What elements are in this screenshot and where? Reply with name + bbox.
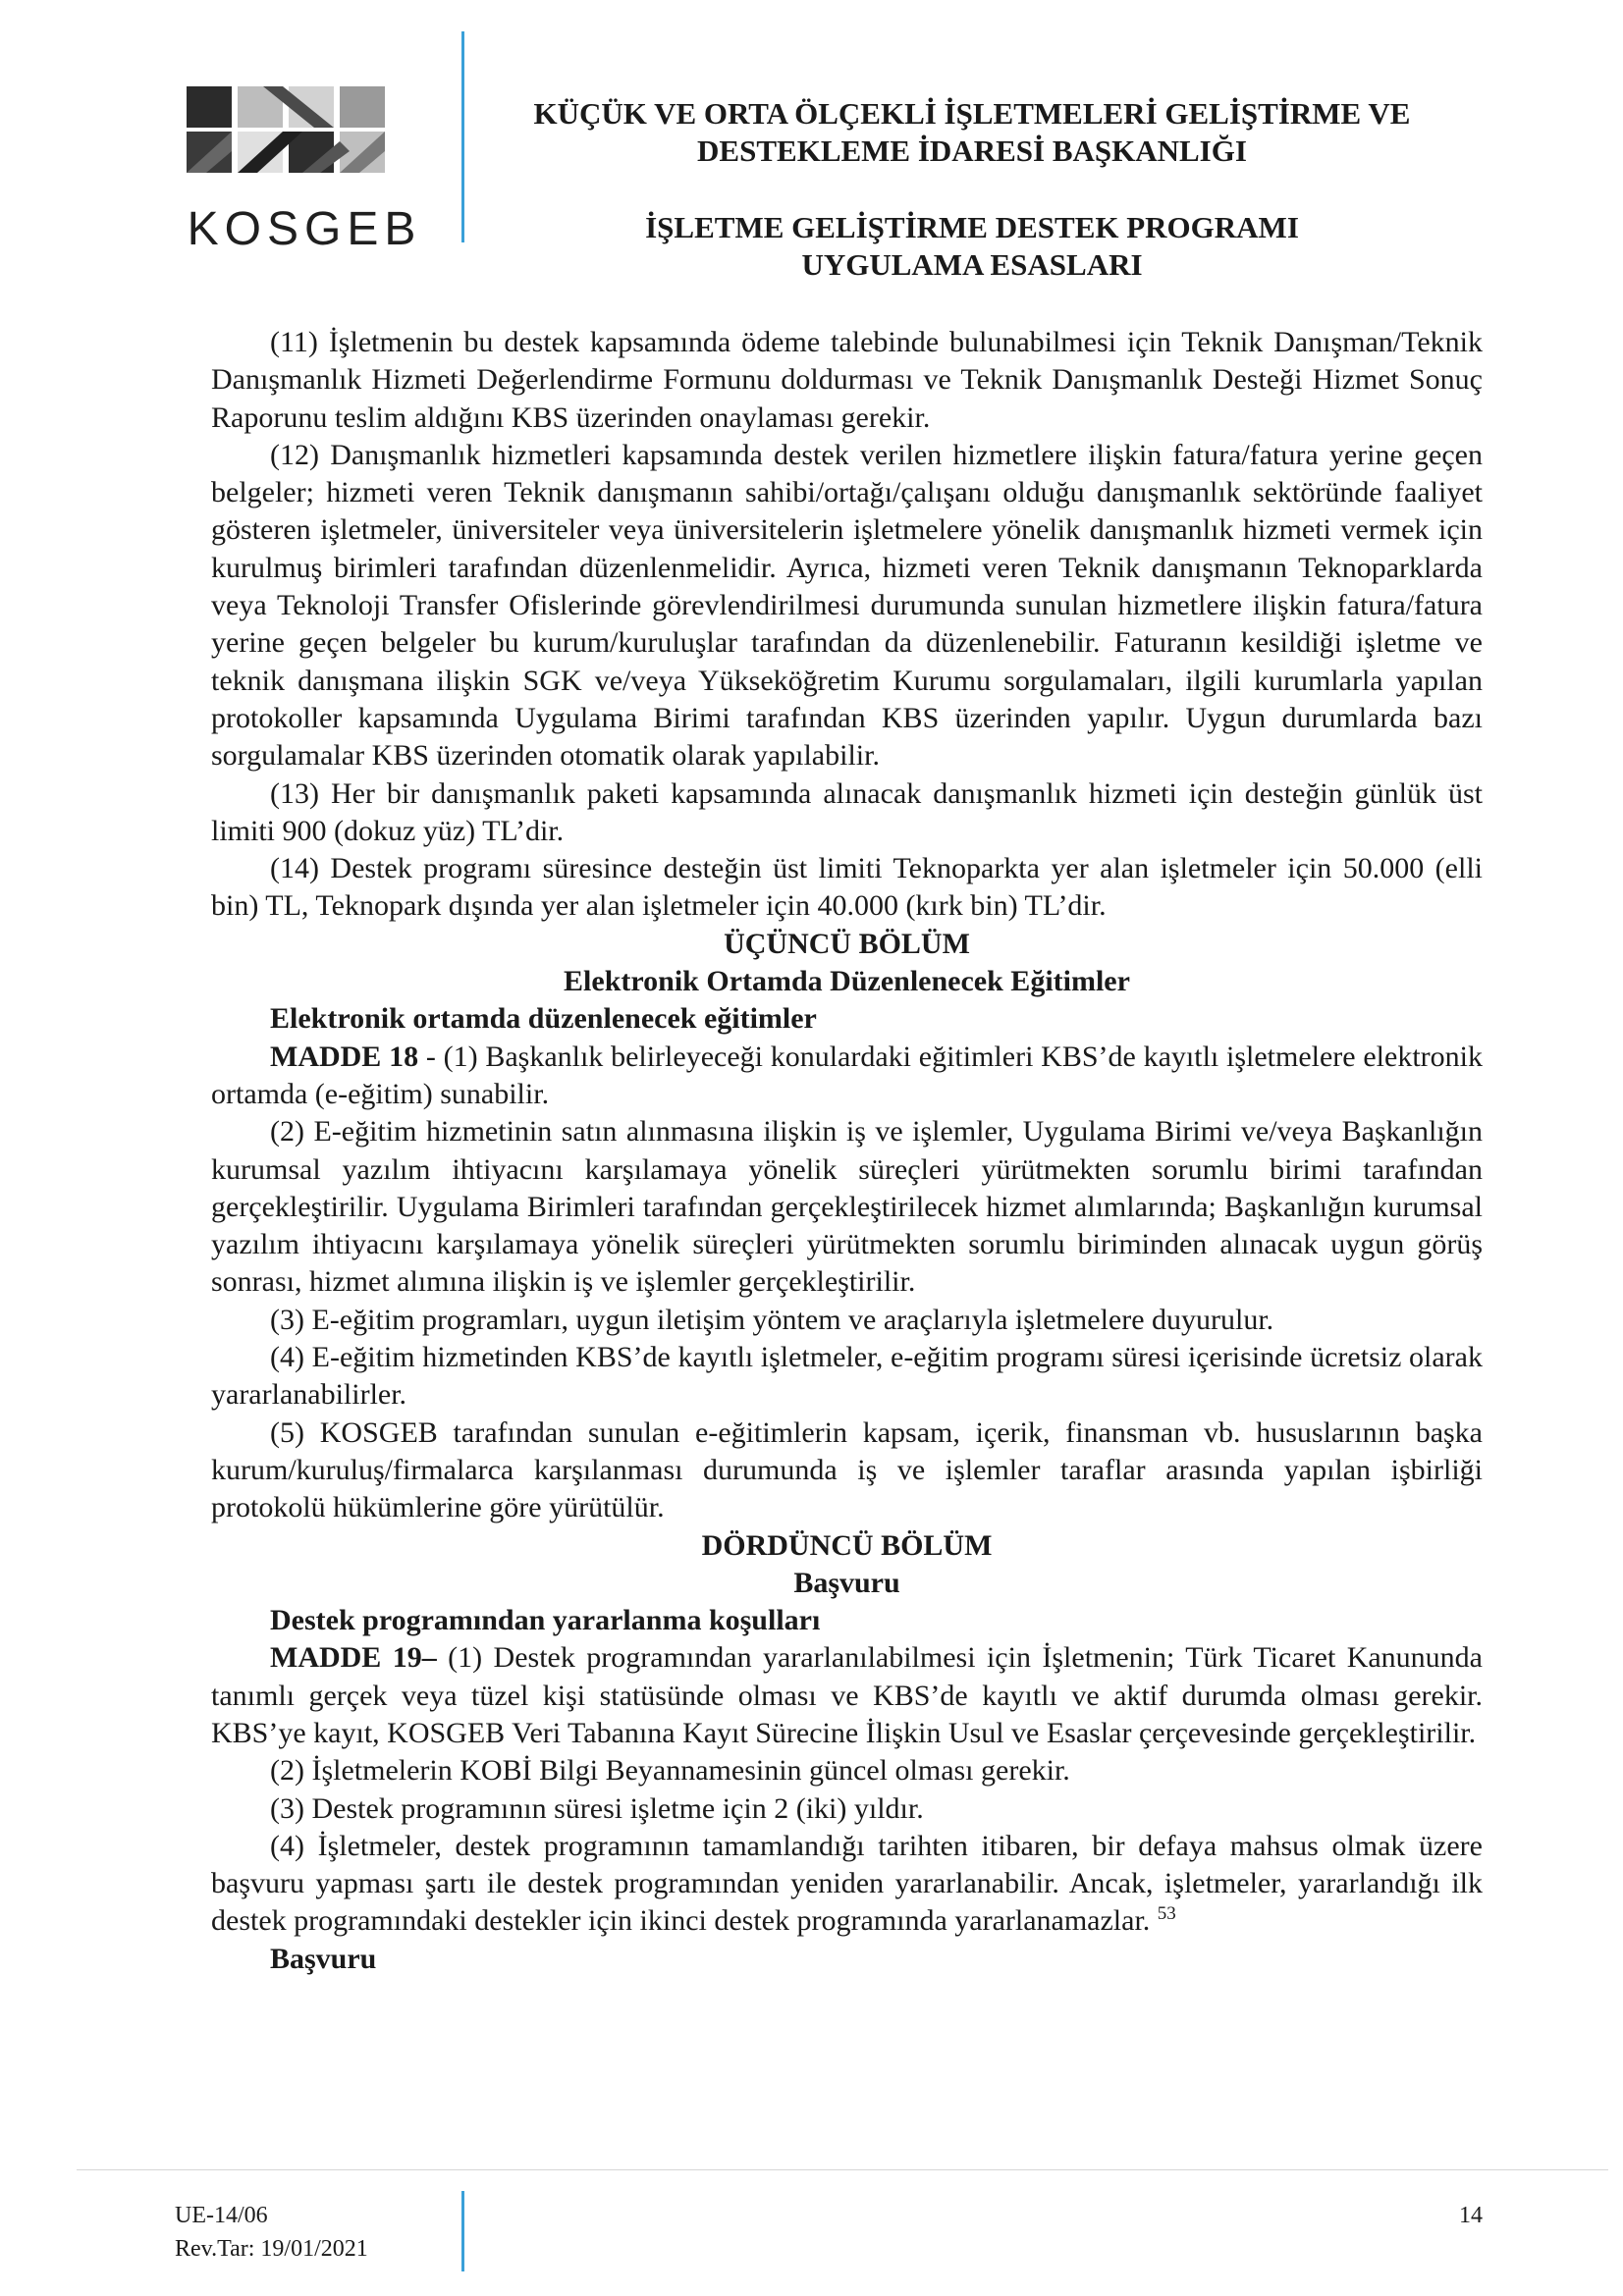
section-4-subtitle: Başvuru bbox=[793, 1566, 900, 1599]
page-header bbox=[0, 0, 1623, 294]
document-body bbox=[211, 324, 1483, 1978]
paragraph-12: (12) Danışmanlık hizmetleri kapsamında destek verilen hizmetlere ilişkin fatura/fatura yerine geçen belgeler; hizmeti veren Teknik danışmanın sahibi/ortağı/çalışanı olduğu danışmanlık sektöründe faaliyet gösteren işletmeler, üniversiteler veya üniversitelerin işletmelere yönelik danışmanlık hizmeti vermek için kurulmuş birimleri tarafından düzenlenmelidir. Ayrıca, hizmeti veren Teknik danışmanın Teknoparklarda veya Teknoloji Transfer Ofislerinde görevlendirilmesi durumunda sunulan hizmetlere ilişkin fatura/fatura yerine geçen belgeler bu kurum/kuruluşlar tarafından da düzenlenebilir. Faturanın kesildiği işletme ve teknik danışmana ilişkin SGK ve/veya Yükseköğretim Kurumu sorgulamaları, ilgili kurumlarla yapılan protokoller kapsamında Uygulama Birimi tarafından KBS üzerinden yapılır. Uygun durumlarda bazı sorgulamalar KBS üzerinden otomatik olarak yapılabilir. bbox=[211, 438, 1483, 773]
program-title-line-2: UYGULAMA ESASLARI bbox=[801, 247, 1143, 282]
article-18-paragraph-2: (2) E-eğitim hizmetinin satın alınmasına ilişkin iş ve işlemler, Uygulama Birimi ve/veya Başkanlığın kurumsal yazılım ihtiyacını karşılamaya yönelik süreçleri yürütmekten sorumlu birimi tarafından gerçekleştirilir. Uygulama Birimleri tarafından gerçekleştirilecek hizmet alımlarında; Başkanlığın kurumsal yazılım ihtiyacını karşılamaya yönelik süreçleri yürütmekten sorumlu biriminden alınacak uygun görüş sonrası, hizmet alımına ilişkin iş ve işlemler gerçekleştirilir. bbox=[211, 1115, 1483, 1299]
program-title-line-1: İŞLETME GELİŞTİRME DESTEK PROGRAMI bbox=[645, 210, 1299, 244]
article-19-heading: Destek programından yararlanma koşulları bbox=[270, 1604, 821, 1637]
organization-title-line-1: KÜÇÜK VE ORTA ÖLÇEKLİ İŞLETMELERİ GELİŞTİRME VE bbox=[533, 96, 1411, 131]
footnote-reference[interactable]: 53 bbox=[1157, 1903, 1176, 1925]
organization-title-line-2: DESTEKLEME İDARESİ BAŞKANLIĞI bbox=[697, 133, 1247, 168]
paragraph-13: (13) Her bir danışmanlık paketi kapsamında alınacak danışmanlık hizmeti için desteğin günlük üst limiti 900 (dokuz yüz) TL’dir. bbox=[211, 776, 1483, 847]
article-18-paragraph-4: (4) E-eğitim hizmetinden KBS’de kayıtlı işletmeler, e-eğitim programı süresi içerisinde ücretsiz olarak yararlanabilirler. bbox=[211, 1341, 1483, 1412]
paragraph-14: (14) Destek programı süresince desteğin üst limiti Teknoparkta yer alan işletmeler için 50.000 (elli bin) TL, Teknopark dışında yer alan işletmeler için 40.000 (kırk bin) TL’dir. bbox=[211, 852, 1483, 923]
article-19-paragraph-1 bbox=[211, 1639, 1483, 1752]
section-4-title: DÖRDÜNCÜ BÖLÜM bbox=[701, 1528, 993, 1562]
revision-date: Rev.Tar: 19/01/2021 bbox=[175, 2236, 368, 2262]
kosgeb-logo bbox=[187, 86, 422, 255]
organization-title bbox=[481, 95, 1463, 170]
section-3-title: ÜÇÜNCÜ BÖLÜM bbox=[724, 927, 970, 960]
header-divider bbox=[461, 31, 464, 242]
article-18-paragraph-1 bbox=[211, 1039, 1483, 1114]
footer-doc-info bbox=[175, 2199, 368, 2266]
article-18-label: MADDE 18 bbox=[270, 1040, 419, 1073]
kosgeb-logo-text: KOSGEB bbox=[187, 203, 422, 255]
article-19-paragraph-4 bbox=[211, 1828, 1483, 1941]
article-18-paragraph-3: (3) E-eğitim programları, uygun iletişim yöntem ve araçlarıyla işletmelere duyurulur. bbox=[270, 1303, 1274, 1336]
footer-divider bbox=[77, 2169, 1608, 2170]
paragraph-11: (11) İşletmenin bu destek kapsamında ödeme talebinde bulunabilmesi için Teknik Danışman/Teknik Danışmanlık Hizmeti Değerlendirme Formunu doldurması ve Teknik Danışmanlık Desteği Hizmet Sonuç Raporunu teslim aldığını KBS üzerinden onaylaması gerekir. bbox=[211, 326, 1483, 434]
article-19-label: MADDE 19– bbox=[270, 1641, 437, 1675]
program-title bbox=[481, 209, 1463, 284]
article-19-paragraph-2: (2) İşletmelerin KOBİ Bilgi Beyannamesinin güncel olması gerekir. bbox=[270, 1754, 1070, 1788]
article-18-paragraph-5: (5) KOSGEB tarafından sunulan e-eğitimlerin kapsam, içerik, finansman vb. hususlarının başka kurum/kuruluş/firmalarca karşılanması durumunda iş ve işlemler taraflar arasında yapılan işbirliği protokolü hükümlerine göre yürütülür. bbox=[211, 1415, 1483, 1524]
document-code: UE-14/06 bbox=[175, 2203, 268, 2228]
article-18-paragraph-1-text: - (1) Başkanlık belirleyeceği konulardaki eğitimleri KBS’de kayıtlı işletmelere elektronik ortamda (e-eğitim) sunabilir. bbox=[211, 1040, 1483, 1110]
section-3-subtitle: Elektronik Ortamda Düzenlenecek Eğitimler bbox=[564, 965, 1130, 998]
article-19-paragraph-1-text: (1) Destek programından yararlanılabilmesi için İşletmenin; Türk Ticaret Kanununda tanımlı gerçek veya tüzel kişi statüsünde olması ve KBS’de kayıtlı ve aktif durumda olması gerekir. KBS’ye kayıt, KOSGEB Veri Tabanına Kayıt Sürecine İlişkin Usul ve Esaslar çerçevesinde gerçekleştirilir. bbox=[211, 1641, 1483, 1749]
kosgeb-logo-mark bbox=[187, 86, 422, 194]
basvuru-heading: Başvuru bbox=[270, 1942, 377, 1975]
page-number: 14 bbox=[1459, 2203, 1483, 2228]
article-19-paragraph-3: (3) Destek programının süresi işletme için 2 (iki) yıldır. bbox=[270, 1791, 924, 1825]
article-18-heading: Elektronik ortamda düzenlenecek eğitimler bbox=[270, 1002, 817, 1036]
footer-accent-bar bbox=[461, 2191, 464, 2271]
article-19-paragraph-4-text: (4) İşletmeler, destek programının tamamlandığı tarihten itibaren, bir defaya mahsus olmak üzere başvuru yapması şartı ile destek programından yeniden yararlanabilir. Ancak, işletmeler, yararlandığı ilk destek programındaki destekler için ikinci destek programında yararlanamazlar. bbox=[211, 1829, 1483, 1938]
